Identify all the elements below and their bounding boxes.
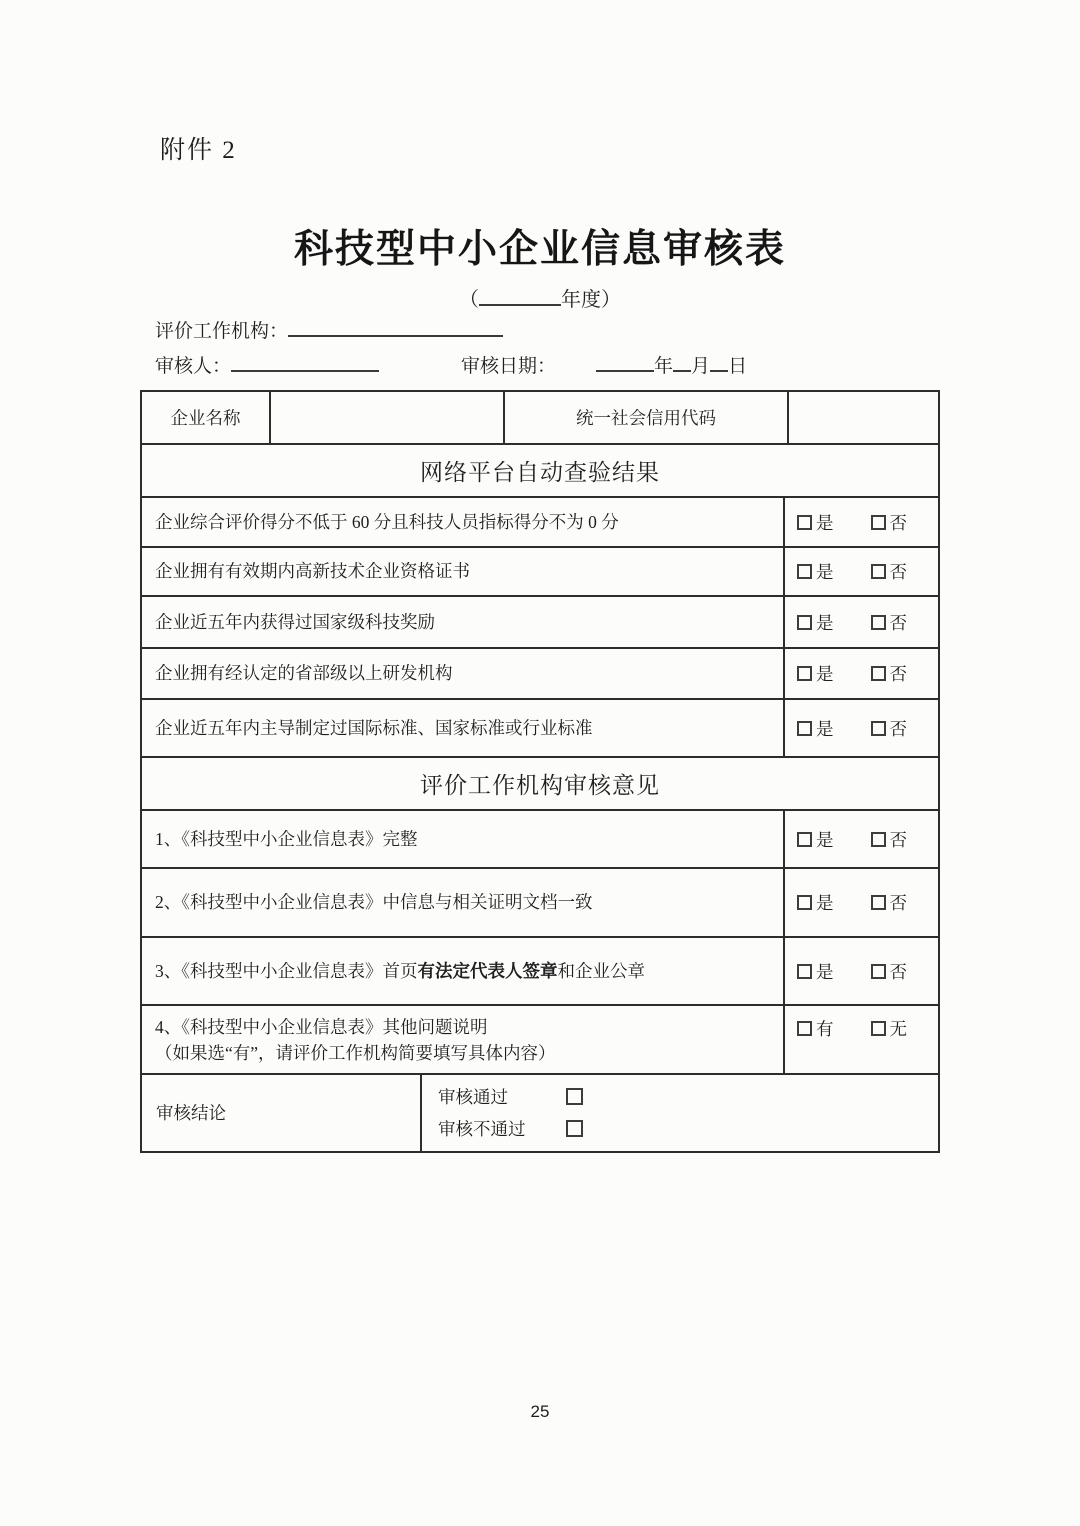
day-unit-label: 日 bbox=[728, 356, 748, 377]
no-label: 否 bbox=[889, 961, 907, 982]
month-unit-label: 月 bbox=[691, 356, 711, 377]
has-option bbox=[797, 1016, 834, 1041]
yes-no-cell bbox=[783, 700, 938, 756]
yes-label: 是 bbox=[816, 664, 834, 684]
subtitle bbox=[0, 283, 1080, 312]
question-text bbox=[142, 938, 783, 1004]
yes-checkbox-icon[interactable] bbox=[797, 721, 812, 736]
fail-checkbox-icon[interactable] bbox=[566, 1120, 583, 1137]
reviewer-line bbox=[155, 351, 747, 378]
yes-option bbox=[797, 827, 834, 852]
agency-blank-field[interactable] bbox=[288, 318, 503, 337]
auto-check-row-2 bbox=[142, 546, 938, 595]
question-line: 4、《科技型中小企业信息表》其他问题说明 bbox=[155, 1017, 488, 1037]
none-label: 无 bbox=[889, 1019, 907, 1039]
review-opinion-section-row bbox=[142, 756, 938, 809]
company-name-label: 企业名称 bbox=[170, 408, 241, 428]
attachment-label: 附件 2 bbox=[160, 137, 237, 164]
reviewer-label: 审核人： bbox=[155, 356, 232, 377]
review-date-group bbox=[461, 356, 747, 377]
question-text: 企业近五年内主导制定过国际标准、国家标准或行业标准 bbox=[155, 717, 593, 738]
has-label: 有 bbox=[816, 1019, 834, 1039]
none-checkbox-icon[interactable] bbox=[871, 1021, 886, 1036]
review-item-row-1 bbox=[142, 809, 938, 867]
yes-label: 是 bbox=[816, 829, 834, 850]
question-text: 企业综合评价得分不低于 60 分且科技人员指标得分不为 0 分 bbox=[155, 511, 619, 532]
question-text bbox=[142, 1006, 783, 1073]
fail-option bbox=[438, 1116, 583, 1141]
yes-no-cell bbox=[783, 869, 938, 936]
no-checkbox-icon[interactable] bbox=[871, 564, 886, 579]
question-text: 企业拥有经认定的省部级以上研发机构 bbox=[155, 663, 453, 684]
question-text: 企业拥有有效期内高新技术企业资格证书 bbox=[155, 561, 470, 582]
page-title: 科技型中小企业信息审核表 bbox=[293, 228, 786, 271]
none-option bbox=[871, 1016, 908, 1041]
no-label: 否 bbox=[889, 893, 907, 913]
review-opinion-section-title: 评价工作机构审核意见 bbox=[420, 773, 660, 798]
yes-checkbox-icon[interactable] bbox=[797, 666, 812, 681]
review-item-row-2 bbox=[142, 867, 938, 936]
auto-check-section-title: 网络平台自动查验结果 bbox=[420, 460, 660, 485]
auto-check-row-4 bbox=[142, 647, 938, 698]
no-label: 否 bbox=[889, 664, 907, 684]
auto-check-row-5 bbox=[142, 698, 938, 756]
yes-option bbox=[797, 959, 834, 984]
conclusion-options-cell bbox=[420, 1075, 938, 1151]
auto-check-section-row bbox=[142, 443, 938, 496]
question-bold-part: 有法定代表人签章 bbox=[417, 960, 558, 981]
review-item-row-3 bbox=[142, 936, 938, 1004]
yes-label: 是 bbox=[816, 961, 834, 982]
company-name-input-cell[interactable] bbox=[269, 392, 503, 443]
question-text: 企业近五年内获得过国家级科技奖励 bbox=[155, 611, 435, 632]
page-number: 25 bbox=[530, 1402, 550, 1421]
no-option bbox=[871, 716, 908, 741]
no-checkbox-icon[interactable] bbox=[871, 832, 886, 847]
yes-checkbox-icon[interactable] bbox=[797, 615, 812, 630]
credit-code-label: 统一社会信用代码 bbox=[503, 392, 787, 443]
credit-code-input-cell[interactable] bbox=[787, 392, 938, 443]
auto-check-row-1 bbox=[142, 496, 938, 546]
yes-checkbox-icon[interactable] bbox=[797, 832, 812, 847]
auto-check-row-3 bbox=[142, 595, 938, 647]
yes-checkbox-icon[interactable] bbox=[797, 895, 812, 910]
review-date-label: 审核日期： bbox=[461, 356, 557, 377]
no-checkbox-icon[interactable] bbox=[871, 964, 886, 979]
yes-option bbox=[797, 610, 834, 635]
review-form-table bbox=[140, 390, 940, 1153]
agency-label: 评价工作机构： bbox=[155, 321, 289, 342]
no-checkbox-icon[interactable] bbox=[871, 515, 886, 530]
yes-checkbox-icon[interactable] bbox=[797, 564, 812, 579]
no-option bbox=[871, 959, 908, 984]
no-option bbox=[871, 827, 908, 852]
question-text: 2、《科技型中小企业信息表》中信息与相关证明文档一致 bbox=[155, 892, 593, 913]
yes-no-cell bbox=[783, 938, 938, 1004]
conclusion-label: 审核结论 bbox=[156, 1103, 226, 1123]
yes-no-cell bbox=[783, 597, 938, 647]
question-text: 1、《科技型中小企业信息表》完整 bbox=[155, 828, 418, 849]
no-label: 否 bbox=[889, 512, 907, 533]
yes-label: 是 bbox=[816, 562, 834, 582]
yes-label: 是 bbox=[816, 718, 834, 739]
subtitle-open-paren: （ bbox=[459, 289, 479, 311]
yes-option bbox=[797, 559, 834, 584]
no-checkbox-icon[interactable] bbox=[871, 721, 886, 736]
question-suffix: 和企业公章 bbox=[557, 960, 645, 981]
question-prefix: 3、《科技型中小企业信息表》首页 bbox=[155, 960, 418, 981]
year-blank-field[interactable] bbox=[479, 286, 561, 306]
question-note: （如果选“有”，请评价工作机构简要填写具体内容） bbox=[155, 1043, 556, 1064]
date-year-blank-field[interactable] bbox=[596, 353, 654, 372]
has-none-cell bbox=[783, 1006, 938, 1073]
pass-label: 审核通过 bbox=[438, 1087, 508, 1107]
no-checkbox-icon[interactable] bbox=[871, 666, 886, 681]
yes-no-cell bbox=[783, 649, 938, 698]
yes-option bbox=[797, 716, 834, 741]
yes-label: 是 bbox=[816, 893, 834, 913]
yes-no-cell bbox=[783, 811, 938, 867]
no-label: 否 bbox=[889, 562, 907, 582]
no-label: 否 bbox=[889, 829, 907, 850]
review-item-row-4 bbox=[142, 1004, 938, 1073]
date-day-blank-field[interactable] bbox=[710, 353, 728, 372]
no-option bbox=[871, 559, 908, 584]
reviewer-blank-field[interactable] bbox=[231, 353, 379, 372]
conclusion-row bbox=[142, 1073, 938, 1151]
yes-checkbox-icon[interactable] bbox=[797, 964, 812, 979]
company-info-row bbox=[142, 392, 938, 443]
has-checkbox-icon[interactable] bbox=[797, 1021, 812, 1036]
no-option bbox=[871, 510, 908, 535]
yes-label: 是 bbox=[816, 512, 834, 533]
yes-no-cell bbox=[783, 498, 938, 546]
yes-option bbox=[797, 661, 834, 686]
yes-no-cell bbox=[783, 548, 938, 595]
date-month-blank-field[interactable] bbox=[673, 353, 691, 372]
no-label: 否 bbox=[889, 612, 907, 633]
no-option bbox=[871, 890, 908, 915]
pass-checkbox-icon[interactable] bbox=[566, 1088, 583, 1105]
no-label: 否 bbox=[889, 718, 907, 739]
no-option bbox=[871, 661, 908, 686]
no-checkbox-icon[interactable] bbox=[871, 615, 886, 630]
no-checkbox-icon[interactable] bbox=[871, 895, 886, 910]
year-unit-label: 年 bbox=[654, 356, 674, 377]
subtitle-year-label: 年度） bbox=[561, 289, 621, 311]
yes-option bbox=[797, 890, 834, 915]
yes-label: 是 bbox=[816, 612, 834, 633]
yes-checkbox-icon[interactable] bbox=[797, 515, 812, 530]
yes-option bbox=[797, 510, 834, 535]
agency-line bbox=[155, 316, 503, 343]
pass-option bbox=[438, 1084, 583, 1109]
fail-label: 审核不通过 bbox=[438, 1119, 526, 1139]
no-option bbox=[871, 610, 908, 635]
